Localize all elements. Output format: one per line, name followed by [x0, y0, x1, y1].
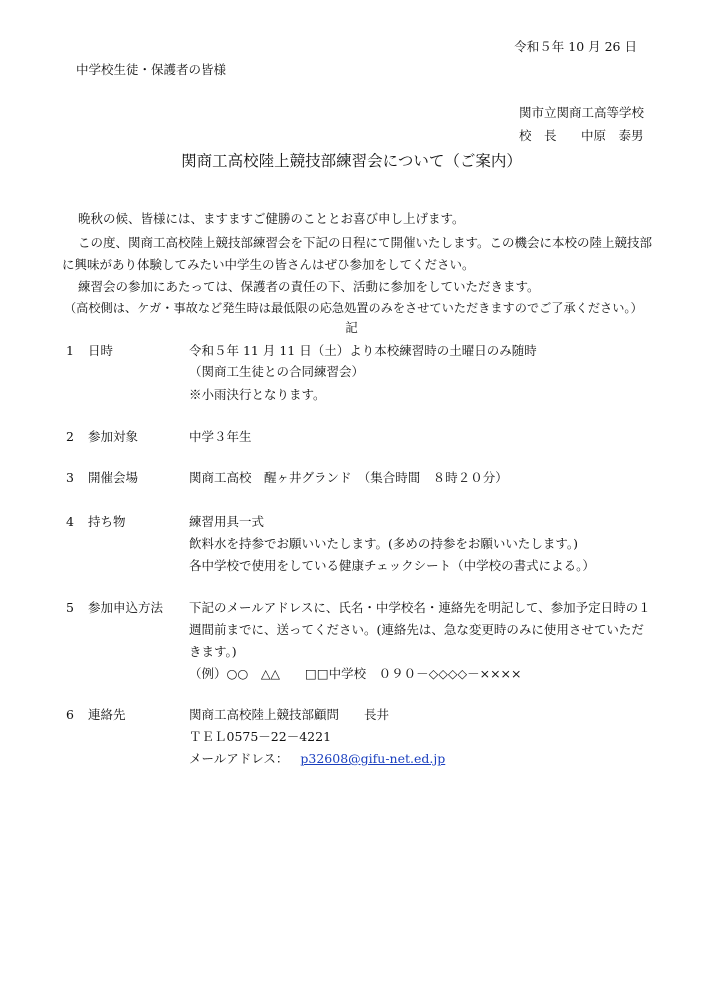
document-date: 令和５年 10 月 26 日 — [514, 39, 637, 54]
item-value: 週間前までに、送ってください。(連絡先は、急な変更時のみに使用させていただ — [189, 622, 644, 637]
item-label-datetime: 日時 — [88, 343, 114, 358]
item-value: （関商工生徒との合同練習会） — [189, 364, 365, 379]
item-number: 2 — [66, 429, 74, 444]
item-value: 関商工高校陸上競技部顧問 長井 — [189, 707, 390, 722]
item-number: 6 — [66, 707, 74, 722]
item-value-example: （例）○○ △△ □□中学校 ０９０－◇◇◇◇－×××× — [189, 666, 522, 681]
body-paragraph-responsibility: 練習会の参加にあたっては、保護者の責任の下、活動に参加をしていただきます。 — [78, 279, 540, 294]
item-number: 1 — [66, 343, 74, 358]
item-number: 4 — [66, 514, 74, 529]
sender-role: 校 長 — [519, 128, 557, 143]
sender-name: 中原 泰男 — [581, 128, 644, 143]
item-value: きます。) — [189, 644, 237, 659]
body-paragraph-announcement-cont: に興味があり体験してみたい中学生の皆さんはぜひ参加をしてください。 — [62, 257, 475, 272]
item-label-target: 参加対象 — [88, 429, 139, 444]
body-paragraph-greeting: 晩秋の候、皆様には、ますますご健勝のこととお喜び申し上げます。 — [78, 211, 465, 226]
item-value: 下記のメールアドレスに、氏名・中学校名・連絡先を明記して、参加予定日時の１ — [189, 600, 651, 615]
item-number: 3 — [66, 470, 74, 485]
item-value: 中学３年生 — [189, 429, 252, 444]
body-paragraph-disclaimer: （高校側は、ケガ・事故など発生時は最低限の応急処置のみをさせていただきますのでご了承ください。） — [64, 301, 643, 315]
email-row — [189, 753, 445, 766]
item-value: 練習用具一式 — [189, 514, 265, 529]
ki-heading: 記 — [345, 320, 358, 335]
document-title: 関商工高校陸上競技部練習会について（ご案内） — [181, 152, 522, 170]
item-value-phone: ＴＥＬ0575－22－4221 — [189, 729, 332, 744]
item-value: 飲料水を持参でお願いいたします。(多めの持参をお願いいたします。) — [189, 536, 579, 551]
sender-organization: 関市立関商工高等学校 — [519, 105, 645, 120]
item-value: 各中学校で使用をしている健康チェックシート（中学校の書式による。） — [189, 558, 595, 573]
email-label: メールアドレス： — [189, 751, 289, 766]
item-label-contact: 連絡先 — [88, 707, 126, 722]
item-value: 関商工高校 醒ヶ井グランド （集合時間 ８時２０分） — [189, 470, 508, 485]
email-link[interactable]: p32608@gifu-net.ed.jp — [300, 751, 446, 766]
item-value: 令和５年 11 月 11 日（土）より本校練習時の土曜日のみ随時 — [189, 343, 537, 358]
body-paragraph-announcement: この度、関商工高校陸上競技部練習会を下記の日程にて開催いたします。この機会に本校の陸上競技部 — [78, 235, 653, 250]
item-label-application: 参加申込方法 — [88, 600, 164, 615]
item-label-venue: 開催会場 — [88, 470, 139, 485]
sender-signature — [519, 130, 644, 143]
item-value: ※小雨決行となります。 — [189, 387, 326, 402]
item-number: 5 — [66, 600, 74, 615]
item-label-belongings: 持ち物 — [88, 514, 126, 529]
recipient: 中学校生徒・保護者の皆様 — [76, 62, 227, 77]
